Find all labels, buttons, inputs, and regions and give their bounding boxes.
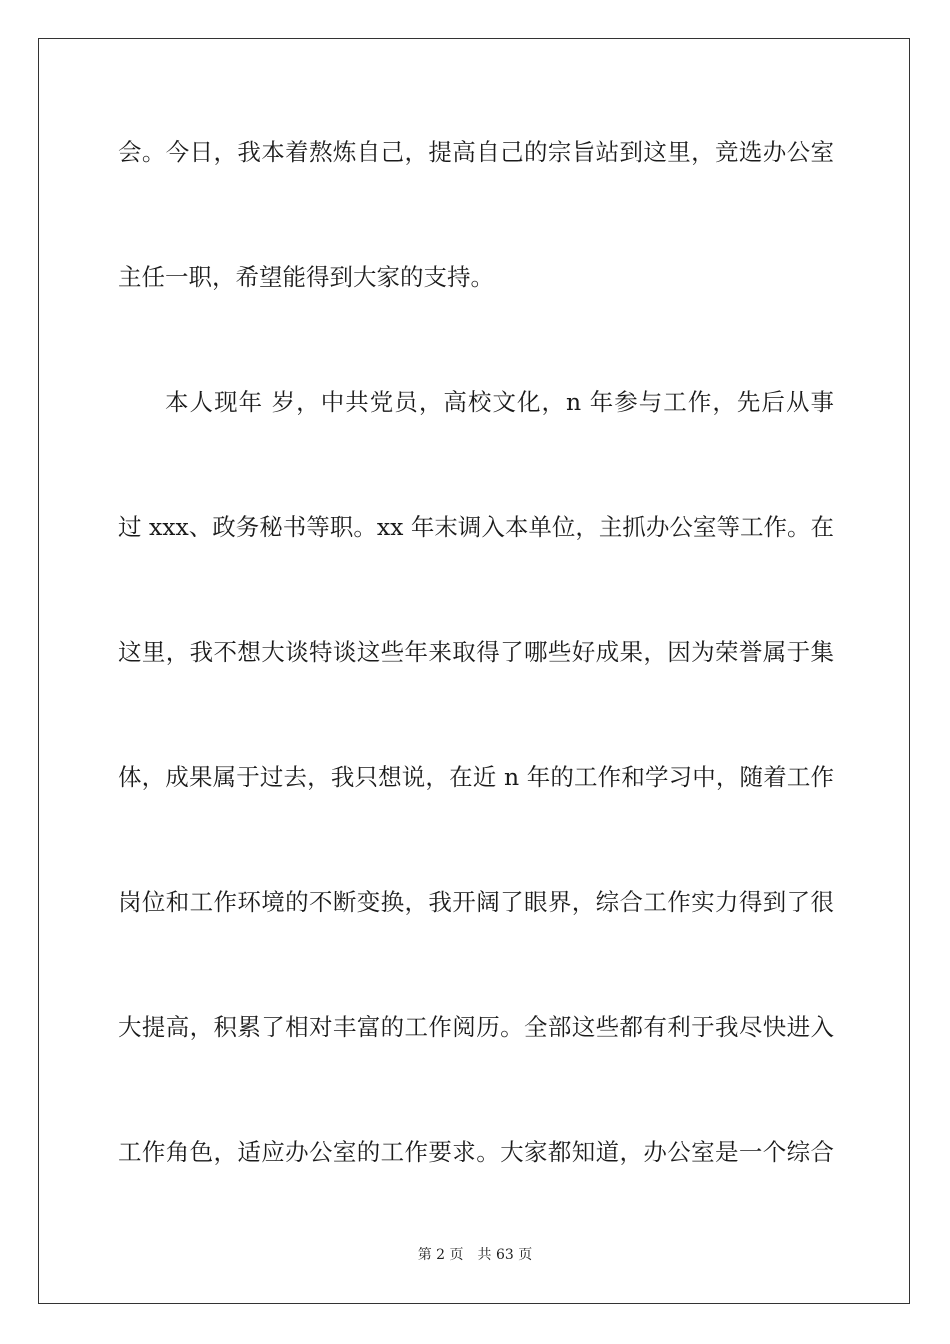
body-text-line-1: 会。今日，我本着熬炼自己，提高自己的宗旨站到这里，竞选办公室 [118, 138, 834, 166]
page-border [38, 38, 910, 1304]
body-text-line-4: 过 xxx、政务秘书等职。xx 年末调入本单位，主抓办公室等工作。在 [118, 513, 834, 541]
body-text-line-7: 岗位和工作环境的不断变换，我开阔了眼界，综合工作实力得到了很 [118, 888, 834, 916]
page-number: 第 2 页 [417, 1247, 464, 1263]
body-text-line-2: 主任一职，希望能得到大家的支持。 [118, 263, 494, 291]
body-text-line-5: 这里，我不想大谈特谈这些年来取得了哪些好成果，因为荣誉属于集 [118, 638, 834, 666]
total-pages: 共 63 页 [477, 1247, 533, 1263]
body-text-line-3: 本人现年 岁，中共党员，高校文化，n 年参与工作，先后从事 [165, 388, 834, 416]
body-text-line-6: 体，成果属于过去，我只想说，在近 n 年的工作和学习中，随着工作 [118, 763, 834, 791]
body-text-line-9: 工作角色，适应办公室的工作要求。大家都知道，办公室是一个综合 [118, 1138, 834, 1166]
body-text-line-8: 大提高，积累了相对丰富的工作阅历。全部这些都有利于我尽快进入 [118, 1013, 834, 1041]
page-footer [0, 1246, 950, 1264]
